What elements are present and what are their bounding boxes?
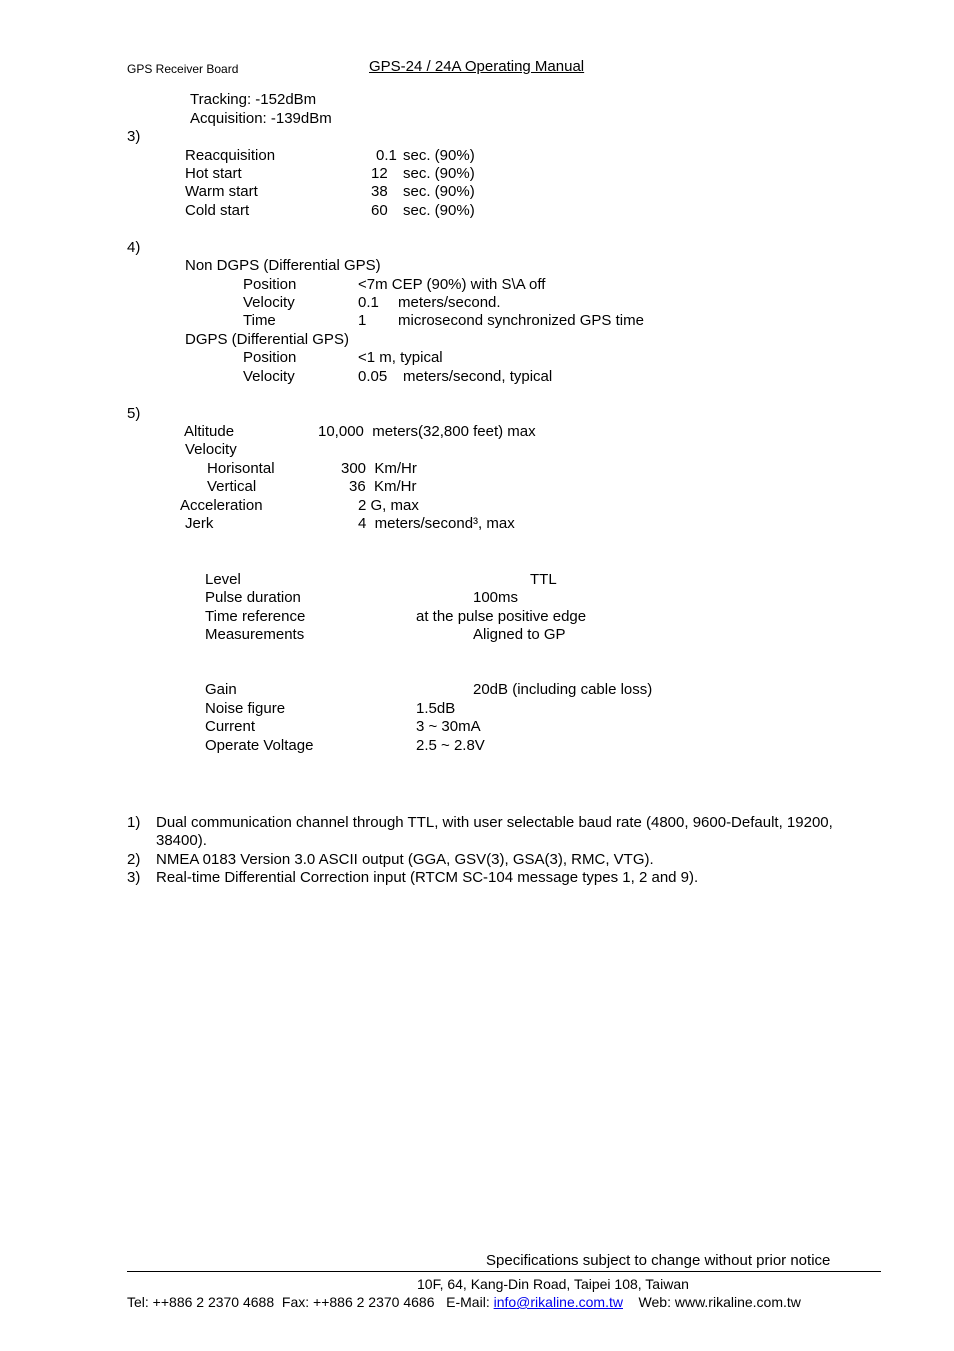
jerk-label: Jerk: [185, 515, 214, 532]
list-item-number: 1): [127, 814, 141, 831]
list-item-number: 2): [127, 851, 141, 868]
row-label: Velocity: [243, 368, 295, 385]
email-link[interactable]: info@rikaline.com.tw: [493, 1294, 623, 1310]
altitude-value: 10,000 meters(32,800 feet) max: [318, 423, 536, 440]
acquisition-sensitivity: Acquisition: -139dBm: [190, 110, 332, 127]
gain-value: 20dB (including cable loss): [473, 681, 653, 698]
acceleration-label: Acceleration: [180, 497, 263, 514]
row-value: 0.05: [358, 368, 388, 385]
tracking-sensitivity: Tracking: -152dBm: [190, 91, 317, 108]
vertical-value: 36 Km/Hr: [349, 478, 417, 495]
row-unit: sec. (90%): [403, 183, 475, 200]
time-reference-label: Time reference: [205, 608, 306, 625]
section-5-number: 5): [127, 405, 141, 422]
page-title: GPS-24 / 24A Operating Manual: [369, 58, 585, 75]
row-unit: sec. (90%): [403, 165, 475, 182]
footer-divider: [127, 1271, 881, 1272]
row-unit: meters/second, typical: [403, 368, 553, 385]
gain-label: Gain: [205, 681, 237, 698]
header-left: GPS Receiver Board: [127, 62, 239, 76]
list-item-number: 3): [127, 869, 141, 886]
velocity-label: Velocity: [185, 441, 237, 458]
row-value: 1: [358, 312, 367, 329]
row-value: <7m CEP (90%) with S\A off: [358, 276, 546, 293]
row-value: 38: [371, 183, 388, 200]
pulse-duration-value: 100ms: [473, 589, 519, 606]
measurements-label: Measurements: [205, 626, 305, 643]
row-label: Warm start: [185, 183, 258, 200]
dgps-title: DGPS (Differential GPS): [185, 331, 349, 348]
vertical-label: Vertical: [207, 478, 257, 495]
row-value: 0.1: [376, 147, 397, 164]
current-value: 3 ~ 30mA: [416, 718, 481, 735]
time-reference-value: at the pulse positive edge: [416, 608, 587, 625]
row-value: 0.1: [358, 294, 379, 311]
row-label: Hot start: [185, 165, 242, 182]
operate-voltage-value: 2.5 ~ 2.8V: [416, 737, 485, 754]
level-label: Level: [205, 571, 241, 588]
current-label: Current: [205, 718, 256, 735]
change-notice: Specifications subject to change without prior notice: [486, 1252, 831, 1269]
horisontal-label: Horisontal: [207, 460, 275, 477]
row-label: Time: [243, 312, 276, 329]
jerk-value: 4 meters/second³, max: [358, 515, 515, 532]
level-value: TTL: [530, 571, 557, 588]
contact-prefix: Tel: ++886 2 2370 4688 Fax: ++886 2 2370 4686 E-Mail:: [127, 1294, 490, 1310]
non-dgps-title: Non DGPS (Differential GPS): [185, 257, 381, 274]
website-text: Web: www.rikaline.com.tw: [638, 1294, 801, 1310]
pulse-duration-label: Pulse duration: [205, 589, 301, 606]
list-item-continued: 38400).: [156, 832, 207, 849]
list-item: Dual communication channel through TTL, with user selectable baud rate (4800, 9600-Default, 19200,: [156, 814, 833, 831]
row-value: <1 m, typical: [358, 349, 443, 366]
noise-figure-value: 1.5dB: [416, 700, 456, 717]
list-item: NMEA 0183 Version 3.0 ASCII output (GGA, GSV(3), GSA(3), RMC, VTG).: [156, 851, 654, 868]
noise-figure-label: Noise figure: [205, 700, 286, 717]
row-label: Cold start: [185, 202, 250, 219]
measurements-value: Aligned to GP: [473, 626, 566, 643]
altitude-label: Altitude: [184, 423, 235, 440]
row-value: 12: [371, 165, 388, 182]
row-label: Reacquisition: [185, 147, 276, 164]
row-value: 60: [371, 202, 388, 219]
row-unit: sec. (90%): [403, 147, 475, 164]
company-address: 10F, 64, Kang-Din Road, Taipei 108, Taiwan: [417, 1276, 689, 1292]
row-label: Position: [243, 349, 297, 366]
section-3-number: 3): [127, 128, 141, 145]
operate-voltage-label: Operate Voltage: [205, 737, 314, 754]
row-unit: microsecond synchronized GPS time: [398, 312, 644, 329]
row-unit: sec. (90%): [403, 202, 475, 219]
section-4-number: 4): [127, 239, 141, 256]
row-unit: meters/second.: [398, 294, 501, 311]
list-item: Real-time Differential Correction input (RTCM SC-104 message types 1, 2 and 9).: [156, 869, 699, 886]
row-label: Velocity: [243, 294, 295, 311]
contact-info: [127, 1293, 801, 1311]
horisontal-value: 300 Km/Hr: [341, 460, 417, 477]
row-label: Position: [243, 276, 297, 293]
acceleration-value: 2 G, max: [358, 497, 419, 514]
